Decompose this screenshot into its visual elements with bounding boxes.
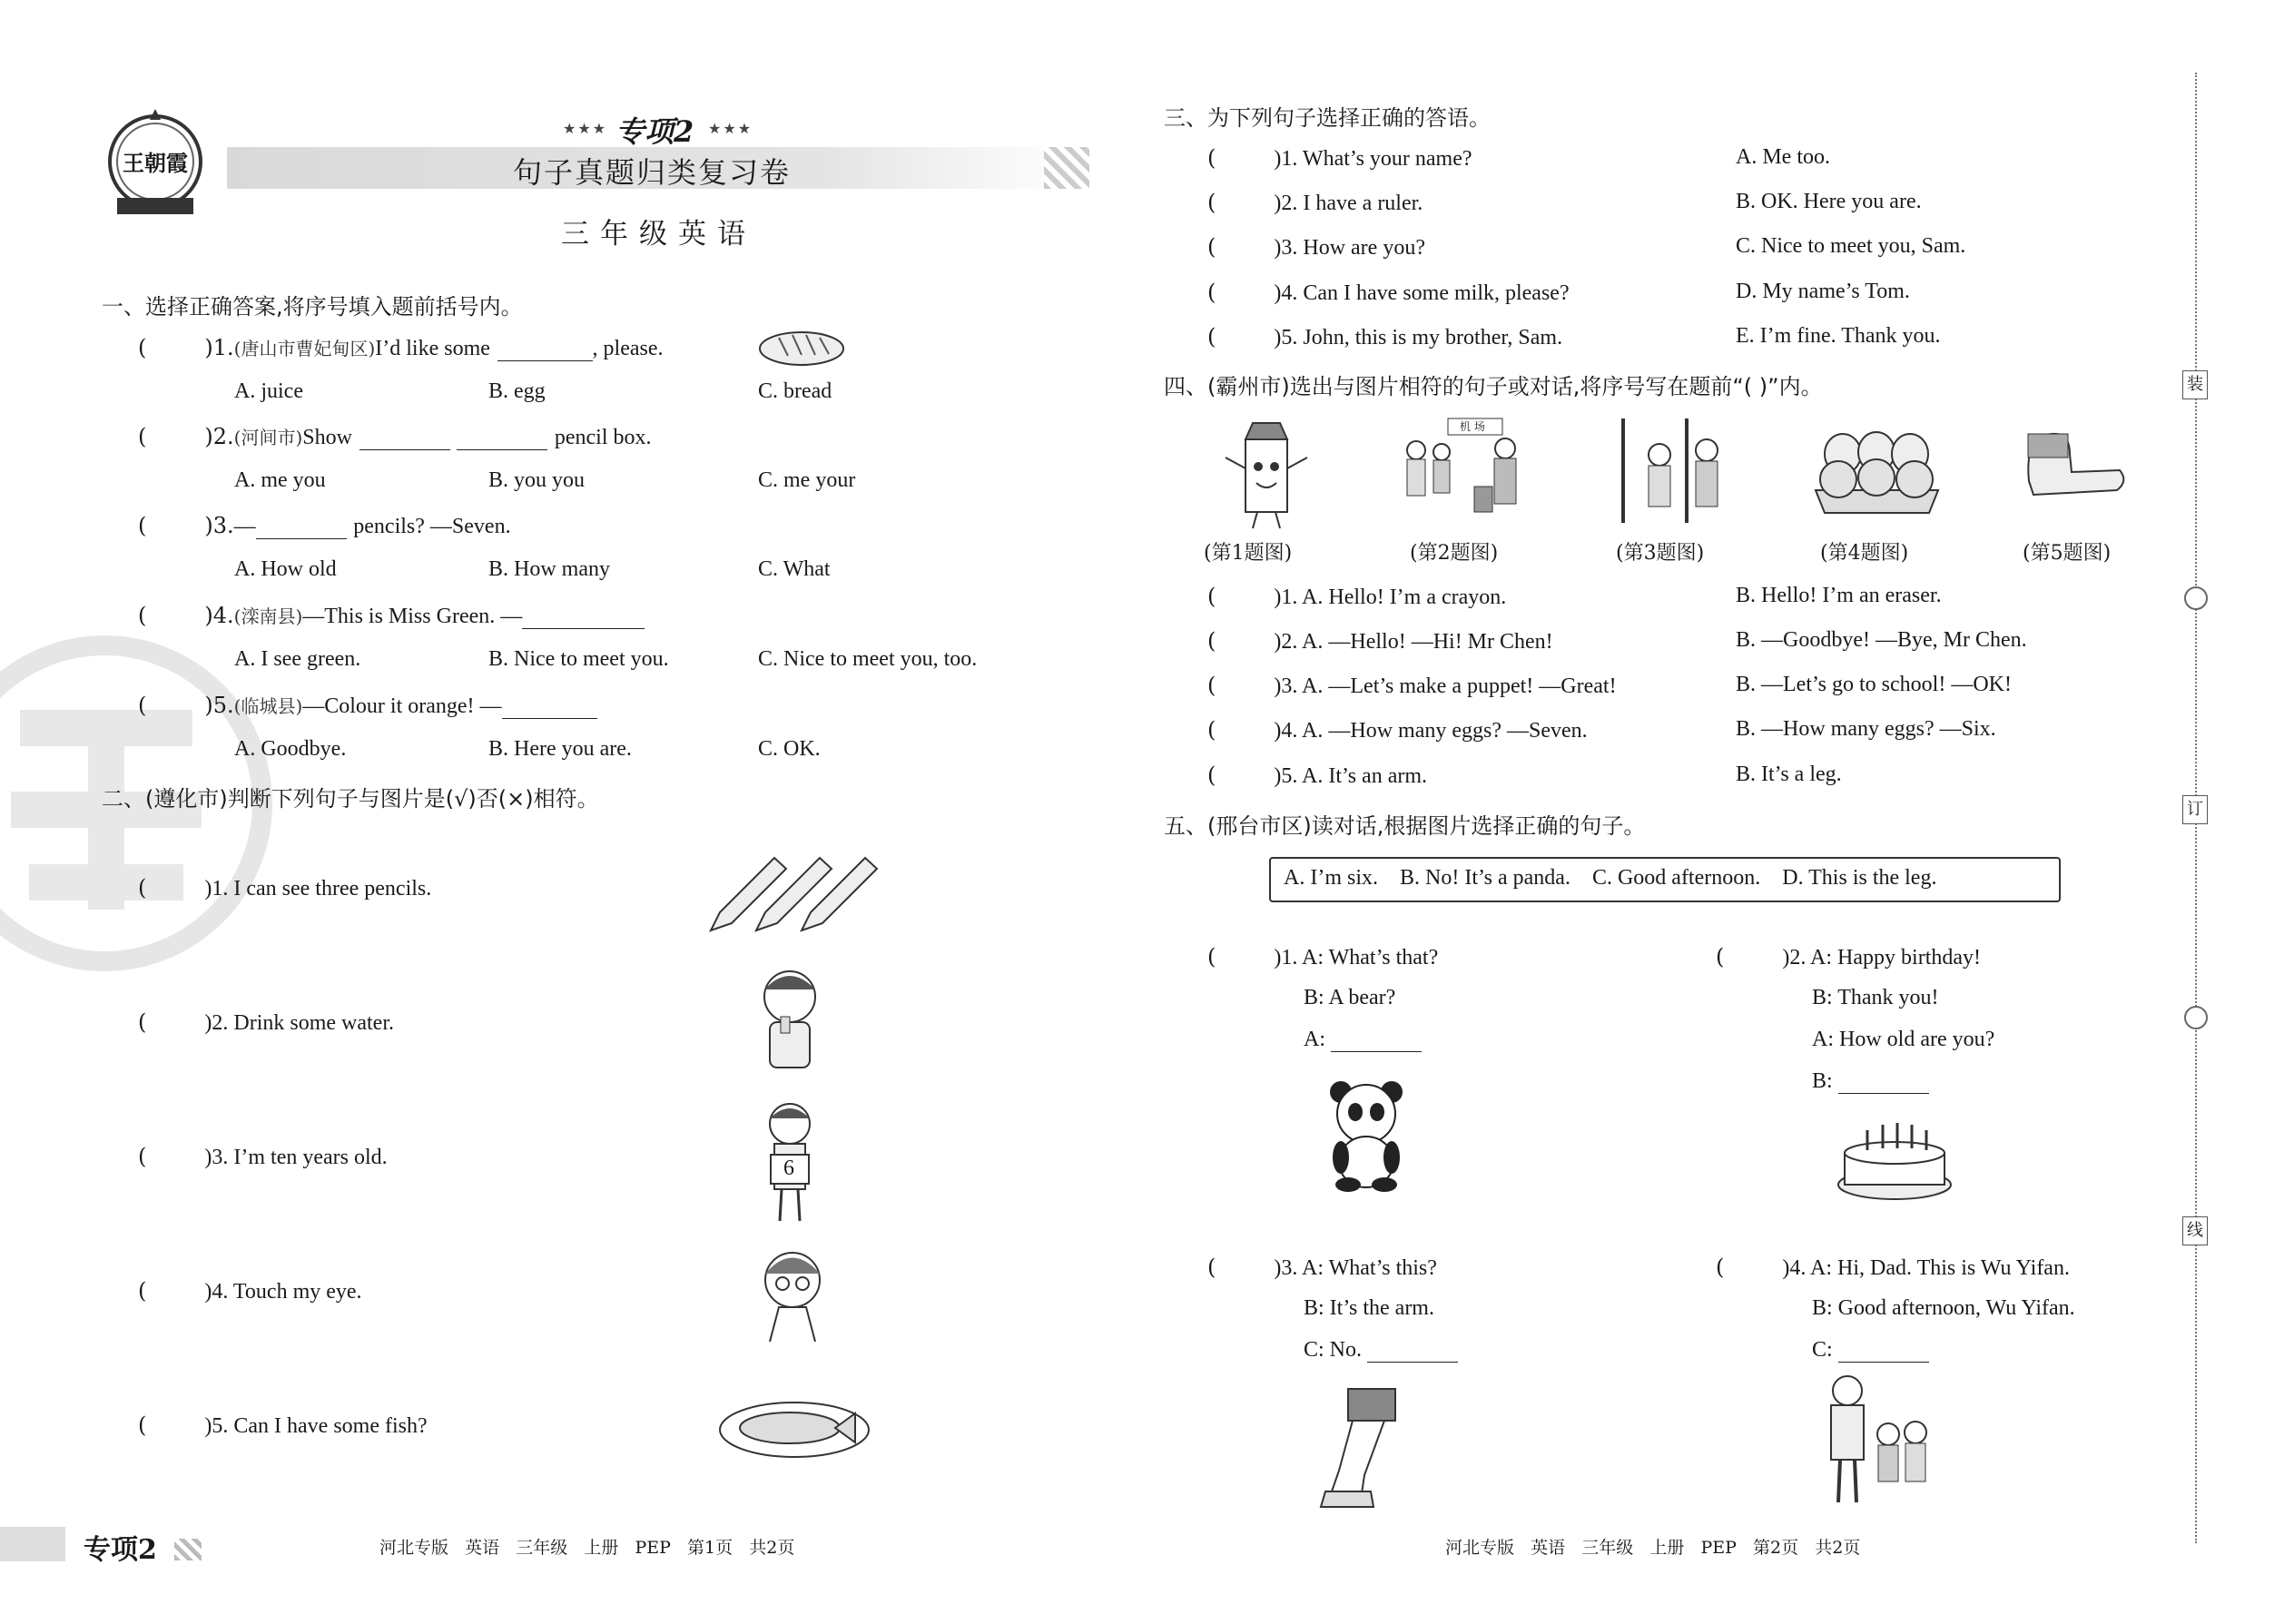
s4-q3-a: ( )3. A. —Let’s make a puppet! —Great!	[1207, 673, 1617, 698]
s4-pic-label-5: (第5题图)	[2023, 542, 2112, 565]
s2-item-2: ( )2. Drink some water.	[138, 1009, 394, 1035]
airport-sign: 机 场	[1460, 420, 1485, 433]
s1-q1: ( )1.(唐山市曹妃甸区)I’d like some , please.	[138, 335, 664, 360]
bread-picture	[756, 327, 847, 374]
s1-q1-opt-b: B. egg	[488, 379, 546, 403]
answer-blank[interactable]	[256, 518, 347, 539]
number-card: 6	[783, 1156, 794, 1180]
s4-pic-label-3: (第3题图)	[1616, 542, 1705, 565]
paren: (	[138, 335, 147, 360]
s2-item-3: ( )3. I’m ten years old.	[138, 1144, 388, 1169]
s5-d2-line4: B:	[1812, 1069, 1929, 1094]
answer-blank[interactable]	[1367, 1342, 1458, 1363]
answer-blank[interactable]	[457, 429, 547, 450]
s1-q5-opt-c: C. OK.	[758, 737, 821, 761]
binding-mark-1: 装	[2182, 370, 2208, 399]
fish-plate-picture	[717, 1393, 871, 1465]
answer-blank[interactable]	[522, 608, 645, 629]
boy-with-number-picture	[758, 1098, 822, 1225]
s1-q4: ( )4.(滦南县)—This is Miss Green. —	[138, 602, 645, 629]
arm-icon	[2015, 427, 2133, 508]
s3-ans-a: A. Me too.	[1736, 145, 1830, 169]
s4-pic-label-1: (第1题图)	[1204, 542, 1293, 565]
s4-q4-a: ( )4. A. —How many eggs? —Seven.	[1207, 717, 1588, 743]
s5-d3-line1: ( )3. A: What’s this?	[1207, 1255, 1437, 1280]
s1-q3-opt-b: B. How many	[488, 557, 610, 581]
s5-d4-line1: ( )4. A: Hi, Dad. This is Wu Yifan.	[1716, 1255, 2070, 1280]
s5-options-box: A. I’m six. B. No! It’s a panda. C. Good afternoon. D. This is the leg.	[1269, 857, 2061, 902]
section-2-title: 二、(遵化市)判断下列句子与图片是(√)否(×)相符。	[102, 786, 599, 812]
s5-d1-line1: ( )1. A: What’s that?	[1207, 944, 1439, 969]
banner-checker	[1044, 147, 1089, 189]
birthday-cake-picture	[1836, 1112, 1954, 1206]
s4-pic-label-2: (第2题图)	[1410, 542, 1499, 565]
s1-q1-opt-c: C. bread	[758, 379, 832, 403]
footer-checker	[174, 1539, 202, 1560]
answer-blank[interactable]	[1838, 1073, 1929, 1094]
crayon-picture	[1216, 414, 1316, 536]
s4-pic-label-4: (第4题图)	[1820, 542, 1909, 565]
s1-q1-opt-a: A. juice	[234, 379, 303, 403]
page-subtitle: 三年级英语	[561, 218, 756, 251]
answer-blank[interactable]	[497, 340, 593, 361]
s5-d3-line3: C: No.	[1304, 1338, 1458, 1363]
answer-blank[interactable]	[359, 429, 450, 450]
answer-blank[interactable]	[1331, 1031, 1422, 1052]
s4-q2-b: B. —Goodbye! —Bye, Mr Chen.	[1736, 628, 2027, 652]
s1-q3-opt-c: C. What	[758, 557, 831, 581]
brand-logo	[104, 107, 206, 221]
s4-q4-b: B. —How many eggs? —Six.	[1736, 717, 1996, 741]
s5-d2-line2: B: Thank you!	[1812, 986, 1939, 1009]
leg-icon	[1312, 1384, 1412, 1511]
school-gate-icon	[1605, 414, 1741, 527]
s1-q2-opt-a: A. me you	[234, 468, 326, 492]
s3-ans-b: B. OK. Here you are.	[1736, 190, 1922, 213]
s3-q1: ( )1. What’s your name?	[1207, 145, 1472, 171]
section-3-title: 三、为下列句子选择正确的答语。	[1164, 105, 1491, 131]
s3-q2: ( )2. I have a ruler.	[1207, 190, 1423, 215]
s1-q4-opt-b: B. Nice to meet you.	[488, 647, 669, 671]
crayon-icon	[1216, 414, 1316, 532]
cake-icon	[1836, 1112, 1954, 1203]
s3-ans-e: E. I’m fine. Thank you.	[1736, 324, 1941, 348]
section-4-title: 四、(霸州市)选出与图片相符的句子或对话,将序号写在题前“( )”内。	[1164, 374, 1823, 399]
s2-item-4: ( )4. Touch my eye.	[138, 1278, 362, 1304]
three-pencils-picture	[706, 849, 879, 939]
stars-right: ★★★	[708, 120, 753, 137]
s4-q1-a: ( )1. A. Hello! I’m a crayon.	[1207, 584, 1507, 609]
s5-d2-line1: ( )2. A: Happy birthday!	[1716, 944, 1981, 969]
section-5-title: 五、(邢台市区)读对话,根据图片选择正确的句子。	[1164, 813, 1646, 839]
footer-page-2: 河北专版 英语 三年级 上册 PEP 第2页 共2页	[1445, 1538, 1861, 1558]
s5-d1-line2: B: A bear?	[1304, 986, 1396, 1009]
s4-q3-b: B. —Let’s go to school! —OK!	[1736, 673, 2012, 696]
s2-item-1: ( )1. I can see three pencils.	[138, 875, 432, 901]
s5-d4-line2: B: Good afternoon, Wu Yifan.	[1812, 1296, 2075, 1320]
answer-blank[interactable]	[1838, 1342, 1929, 1363]
s4-q5-b: B. It’s a leg.	[1736, 763, 1842, 786]
panda-picture	[1321, 1076, 1412, 1197]
s1-q5-opt-b: B. Here you are.	[488, 737, 632, 761]
section-1-title: 一、选择正确答案,将序号填入题前括号内。	[102, 294, 523, 320]
eggs-icon	[1811, 427, 1943, 517]
s5-d2-line3: A: How old are you?	[1812, 1028, 1995, 1051]
logo-text: 王朝霞	[123, 150, 188, 176]
footer-series-label: 专项2	[84, 1534, 157, 1566]
s1-q4-opt-a: A. I see green.	[234, 647, 361, 671]
s1-q5-opt-a: A. Goodbye.	[234, 737, 347, 761]
father-and-kids-picture	[1811, 1371, 1938, 1511]
s1-q5: ( )5.(临城县)—Colour it orange! —	[138, 692, 597, 719]
panda-icon	[1321, 1076, 1412, 1194]
answer-blank[interactable]	[502, 698, 597, 719]
binding-mark-3: 线	[2182, 1216, 2208, 1245]
eggs-carton-picture	[1811, 427, 1943, 521]
airport-people-picture	[1398, 414, 1534, 523]
boy-touch-eye-picture	[752, 1242, 833, 1345]
s3-ans-c: C. Nice to meet you, Sam.	[1736, 234, 1966, 258]
series-label: 专项2	[615, 114, 694, 149]
bread-icon	[756, 327, 847, 370]
s3-q5: ( )5. John, this is my brother, Sam.	[1207, 324, 1563, 349]
s1-q3-opt-a: A. How old	[234, 557, 337, 581]
s1-q3: ( )3.— pencils? —Seven.	[138, 513, 511, 538]
s5-d3-line2: B: It’s the arm.	[1304, 1296, 1434, 1320]
s1-q2-opt-c: C. me your	[758, 468, 856, 492]
s5-d4-line3: C:	[1812, 1338, 1929, 1363]
s4-q1-b: B. Hello! I’m an eraser.	[1736, 584, 1942, 607]
s4-q5-a: ( )5. A. It’s an arm.	[1207, 763, 1428, 788]
pencils-icon	[706, 849, 879, 935]
s3-q3: ( )3. How are you?	[1207, 234, 1425, 260]
leg-picture	[1312, 1384, 1412, 1515]
footer-page-1: 河北专版 英语 三年级 上册 PEP 第1页 共2页	[379, 1538, 795, 1558]
page-title: 句子真题归类复习卷	[513, 155, 792, 190]
binding-hole-1	[2184, 586, 2208, 610]
s1-q2-opt-b: B. you you	[488, 468, 586, 492]
s1-q4-opt-c: C. Nice to meet you, too.	[758, 647, 978, 671]
s3-ans-d: D. My name’s Tom.	[1736, 280, 1910, 303]
s5-d1-line3: A:	[1304, 1028, 1422, 1052]
arm-picture	[2015, 427, 2133, 512]
s2-item-5: ( )5. Can I have some fish?	[138, 1412, 428, 1438]
boy-drinking-icon	[744, 962, 835, 1071]
footer-left-bar	[0, 1527, 65, 1561]
boy-touch-eye-icon	[752, 1242, 833, 1342]
s3-q4: ( )4. Can I have some milk, please?	[1207, 280, 1570, 305]
boy-drinking-picture	[744, 962, 835, 1075]
stars-left: ★★★	[563, 120, 608, 137]
binding-hole-2	[2184, 1006, 2208, 1029]
school-gate-picture	[1605, 414, 1741, 531]
family-icon	[1811, 1371, 1938, 1507]
s4-q2-a: ( )2. A. —Hello! —Hi! Mr Chen!	[1207, 628, 1553, 654]
fish-icon	[717, 1393, 871, 1462]
s1-q2: ( )2.(河间市)Show pencil box.	[138, 424, 652, 449]
binding-mark-2: 订	[2182, 795, 2208, 824]
